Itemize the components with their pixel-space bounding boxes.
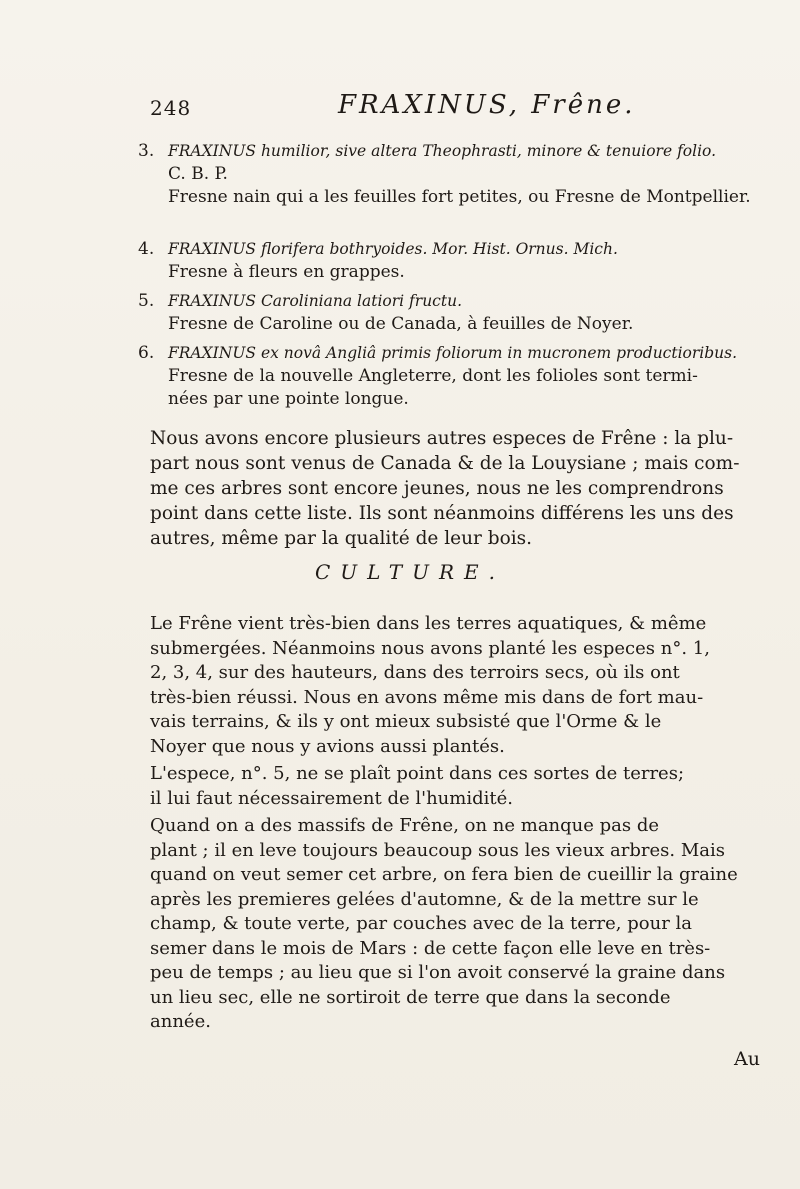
text-line: champ, & toute verte, par couches avec de la terre, pour la — [150, 913, 693, 934]
running-title: FRAXINUS, Frêne. — [338, 90, 636, 120]
text-line: plant ; il en leve toujours beaucoup sous les vieux arbres. Mais — [150, 839, 725, 861]
text-line: L'espece, n°. 5, ne se plaît point dans ces sortes de terres; — [150, 763, 685, 784]
text-line: submergées. Néanmoins nous avons planté les especes n°. 1, — [150, 637, 710, 659]
species-entry-4 — [138, 238, 770, 284]
text-line: Quand on a des massifs de Frêne, on ne manque pas de — [150, 815, 660, 836]
text-line: quand on veut semer cet arbre, on fera bien de cueillir la graine — [150, 864, 738, 885]
section-title: CULTURE. — [314, 560, 506, 584]
species-entry-5 — [138, 290, 770, 336]
text-line: autres, même par la qualité de leur bois. — [150, 528, 533, 549]
paragraph-sowing — [138, 814, 770, 1035]
latin-name: FRAXINUS Caroliniana latiori fructu. — [168, 292, 462, 310]
text-line: peu de temps ; au lieu que si l'on avoit conservé la graine dans — [150, 962, 726, 983]
page-header — [0, 90, 800, 130]
species-entry-3 — [138, 140, 770, 209]
source-abbreviation: C. B. P. — [168, 164, 228, 184]
entry-number: 6. — [138, 343, 155, 363]
entry-number: 5. — [138, 291, 155, 311]
text-line: il lui faut nécessairement de l'humidité. — [150, 787, 513, 809]
text-line: après les premieres gelées d'automne, & de la mettre sur le — [150, 888, 699, 910]
french-name: Fresne nain qui a les feuilles fort petites, ou Fresne de Montpellier. — [168, 187, 751, 207]
text-line: Le Frêne vient très-bien dans les terres aquatiques, & même — [150, 613, 707, 634]
text-line: Noyer que nous y avions aussi plantés. — [150, 735, 505, 757]
latin-name: FRAXINUS ex novâ Angliâ primis foliorum in mucronem productioribus. — [168, 344, 738, 362]
text-line: point dans cette liste. Ils sont néanmoins différens les uns des — [150, 503, 734, 524]
french-name-line: Fresne de la nouvelle Angleterre, dont les folioles sont termi- — [168, 366, 698, 386]
text-line: vais terrains, & ils y ont mieux subsisté que l'Orme & le — [150, 711, 662, 732]
text-line: année. — [150, 1011, 211, 1032]
text-line: 2, 3, 4, sur des hauteurs, dans des terroirs secs, où ils ont — [150, 662, 680, 683]
french-name: Fresne à fleurs en grappes. — [168, 262, 405, 282]
text-line: un lieu sec, elle ne sortiroit de terre que dans la seconde — [150, 986, 671, 1008]
text-line: part nous sont venus de Canada & de la Louysiane ; mais com- — [150, 453, 740, 474]
paragraph-species-5 — [138, 762, 770, 811]
latin-name: FRAXINUS humilior, sive altera Theophrasti, minore & tenuiore folio. — [168, 142, 717, 160]
french-name-line: nées par une pointe longue. — [168, 389, 409, 409]
text-line: très-bien réussi. Nous en avons même mis dans de fort mau- — [150, 686, 704, 708]
catchword: Au — [734, 1048, 760, 1070]
entry-number: 4. — [138, 239, 155, 259]
species-entry-6 — [138, 342, 770, 411]
text-line: semer dans le mois de Mars : de cette façon elle leve en très- — [150, 937, 711, 959]
entry-number: 3. — [138, 141, 155, 161]
page-number: 248 — [150, 96, 192, 120]
text-line: Nous avons encore plusieurs autres especes de Frêne : la plu- — [150, 428, 734, 449]
paragraph-other-species — [138, 426, 770, 551]
latin-name: FRAXINUS florifera bothryoides. Mor. Hist. Ornus. Mich. — [168, 240, 618, 258]
french-name: Fresne de Caroline ou de Canada, à feuilles de Noyer. — [168, 314, 634, 334]
text-line: me ces arbres sont encore jeunes, nous ne les comprendrons — [150, 478, 724, 499]
paragraph-culture — [138, 612, 770, 759]
